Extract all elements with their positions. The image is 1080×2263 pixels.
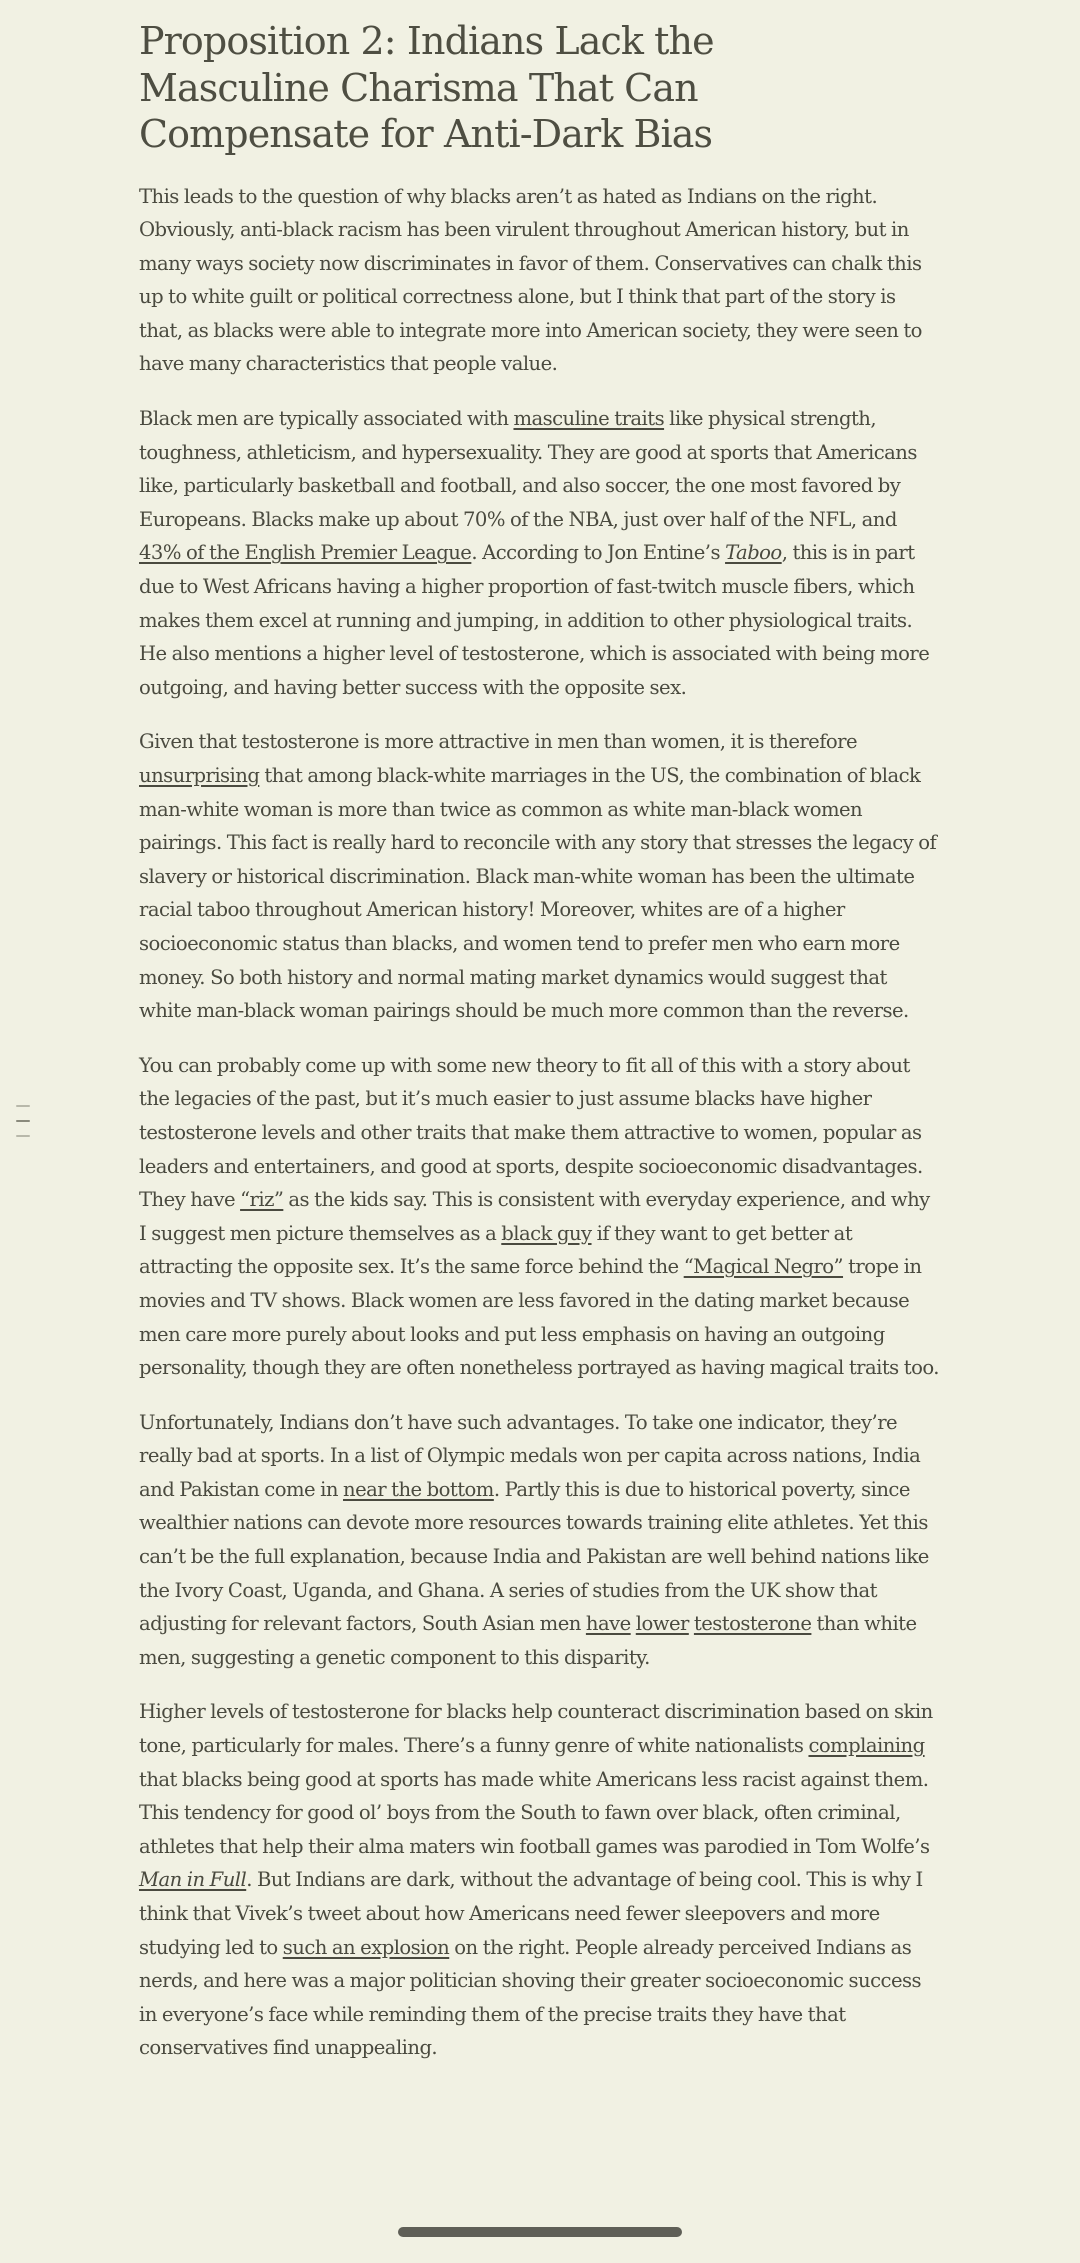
toc-line [16,1135,30,1137]
toc-line [16,1105,30,1107]
inline-link[interactable]: unsurprising [139,764,260,787]
text-run: if they want to get better at attracting the opposite sex. It’s the same force behind the [139,1221,853,1279]
inline-link[interactable]: black guy [501,1221,592,1245]
inline-link[interactable]: lower [635,1612,689,1636]
article [139,0,939,2086]
article-body [139,180,939,2065]
text-run: Black men are typically associated with [139,407,514,431]
paragraph [139,1049,939,1385]
text-run: This leads to the question of why blacks aren’t as hated as Indians on the right. Obviously, anti-black racism has been virulent throughout American history, but in many ways society now discriminates in favor of them. Conservatives can chalk this up to white guilt or political correctness alone, but I think that part of the story is that, as blacks were able to integrate more into American society, they were seen to have many characteristics that people value. [139,184,922,376]
text-run: as the kids say. This is consistent with everyday experience, and why I suggest men picture themselves as a [139,1188,930,1245]
inline-link[interactable]: Taboo [725,541,782,565]
inline-link[interactable]: masculine traits [513,407,665,431]
inline-link[interactable]: 43% of the English Premier League [139,541,472,565]
inline-link[interactable]: “Magical Negro” [683,1255,844,1279]
inline-link[interactable]: have [585,1612,631,1636]
table-of-contents-icon[interactable] [16,1105,32,1150]
text-run: trope in movies and TV shows. Black women are less favored in the dating market because men care more purely about looks and put less emphasis on having an outgoing personality, though they are often nonetheless portrayed as having magical traits too. [139,1255,939,1380]
inline-link[interactable]: Man in Full [139,1868,247,1892]
paragraph [139,725,939,1027]
text-run: . But Indians are dark, without the advantage of being cool. This is why I think that Vivek’s tweet about how Americans need fewer sleepovers and more studying led to [139,1868,923,1959]
inline-link[interactable]: “riz” [240,1188,284,1212]
toc-line-active [16,1120,30,1122]
home-indicator-bar[interactable] [398,2227,682,2237]
text-run: that among black-white marriages in the US, the combination of black man-white woman is more than twice as common as white man-black women pairings. This fact is really hard to reconcile with any story that stresses the legacy of slavery or historical discrimination. Black man-white woman has been the ultimate racial taboo throughout American history! Moreover, whites are of a higher socioeconomic status than blacks, and women tend to prefer men who earn more money. So both history and normal mating market dynamics would suggest that white man-black woman pairings should be much more common than the reverse. [139,764,937,1023]
text-run: Higher levels of testosterone for blacks help counteract discrimination based on skin tone, particularly for males. There’s a funny genre of white nationalists [139,1700,933,1758]
paragraph [139,402,939,704]
text-run: Given that testosterone is more attractive in men than women, it is therefore [139,730,858,754]
text-run: . According to Jon Entine’s [471,541,726,565]
text-run: . Partly this is due to historical poverty, since wealthier nations can devote more resources towards training elite athletes. Yet this can’t be the full explanation, because India and Pakistan are well behind nations like the Ivory Coast, Uganda, and Ghana. A series of studies from the UK show that adjusting for relevant factors, South Asian men [139,1477,929,1636]
text-run: that blacks being good at sports has made white Americans less racist against them. This tendency for good ol’ boys from the South to fawn over black, often criminal, athletes that help their alma maters win football games was parodied in Tom Wolfe’s [139,1767,930,1858]
text-run: like physical strength, toughness, athleticism, and hypersexuality. They are good at sports that Americans like, particularly basketball and football, and also soccer, the one most favored by Europeans. Blacks make up about 70% of the NBA, just over half of the NFL, and [139,407,917,531]
text-run: on the right. People already perceived Indians as nerds, and here was a major politician shoving their greater socioeconomic success in everyone’s face while reminding them of the precise traits they have that conservatives find unappealing. [139,1935,922,2060]
text-run: , this is in part due to West Africans having a higher proportion of fast-twitch muscle fibers, which makes them excel at running and jumping, in addition to other physiological traits. He also mentions a higher level of testosterone, which is associated with being more outgoing, and having better success with the opposite sex. [139,541,930,699]
text-run: than white men, suggesting a genetic component to this disparity. [139,1612,917,1669]
inline-link[interactable]: testosterone [693,1612,812,1636]
section-heading: Proposition 2: Indians Lack the Masculine Charisma That Can Compensate for Anti-Dark Bias [139,19,714,156]
inline-link[interactable]: such an explosion [282,1935,450,1959]
inline-link[interactable]: complaining [808,1734,925,1758]
paragraph [139,1695,939,2065]
paragraph [139,180,939,382]
text-run: Unfortunately, Indians don’t have such advantages. To take one indicator, they’re really bad at sports. In a list of Olympic medals won per capita across nations, India and Pakistan come in [139,1410,921,1501]
text-run: You can probably come up with some new theory to fit all of this with a story about the legacies of the past, but it’s much easier to just assume blacks have higher testosterone levels and other traits that make them attractive to women, popular as leaders and entertainers, and good at sports, despite socioeconomic disadvantages. They have [139,1053,923,1212]
inline-link[interactable]: near the bottom [343,1477,494,1501]
paragraph [139,1406,939,1675]
